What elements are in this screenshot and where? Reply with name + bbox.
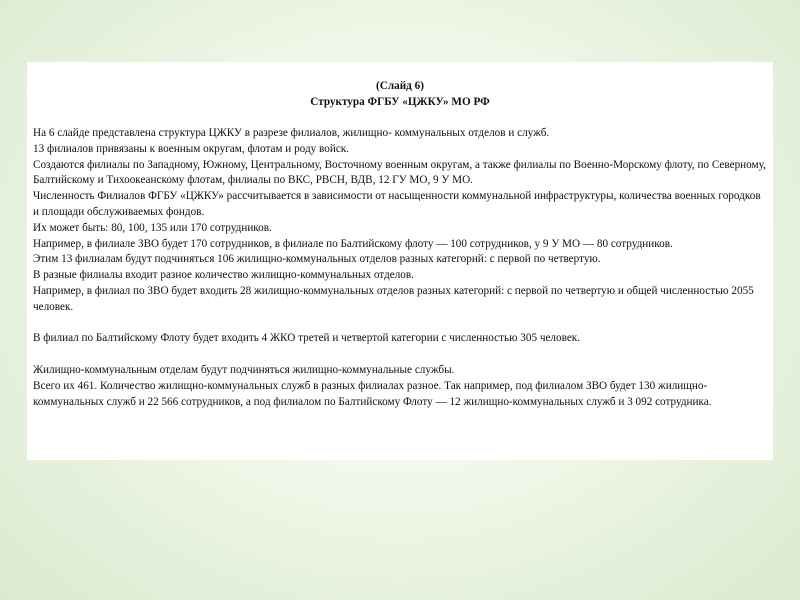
paragraph-zvo-departments: Например, в филиал по ЗВО будет входить 28 жилищно-коммунальных отделов разных категорий: с первой по четвертую и общей численностью 2055 человек. bbox=[33, 284, 754, 313]
slide-content-panel bbox=[27, 62, 773, 460]
paragraph-branch-size: Численность Филиалов ФГБУ «ЦЖКУ» рассчитывается в зависимости от насыщенности коммунальной инфраструктуры, количества военных городков и площади обслуживаемых фондов. bbox=[33, 190, 761, 218]
slide-body-text bbox=[33, 126, 767, 410]
paragraph-gap bbox=[33, 347, 767, 363]
paragraph-size-options: Их может быть: 80, 100, 135 или 170 сотрудников. bbox=[33, 221, 272, 234]
paragraph-intro: На 6 слайде представлена структура ЦЖКУ в разрезе филиалов, жилищно- коммунальных отделов и служб. bbox=[33, 127, 550, 139]
paragraph-baltic-departments: В филиал по Балтийскому Флоту будет входить 4 ЖКО третей и четвертой категории с численностью 305 человек. bbox=[33, 332, 581, 345]
paragraph-branches-count: 13 филиалов привязаны к военным округам, флотам и роду войск. bbox=[33, 142, 350, 155]
slide-number-label: (Слайд 6) bbox=[376, 80, 424, 92]
paragraph-gap bbox=[33, 316, 767, 332]
paragraph-departments: Этим 13 филиалам будут подчиняться 106 жилищно-коммунальных отделов разных категорий: с первой по четвертую. bbox=[33, 253, 601, 266]
slide-header bbox=[33, 78, 767, 110]
slide-title: Структура ФГБУ «ЦЖКУ» МО РФ bbox=[310, 96, 490, 108]
paragraph-services-count: Всего их 461. Количество жилищно-коммунальных служб в разных филиалах разное. Так например, под филиалом ЗВО будет 130 жилищно-коммунальных служб и 22 566 сотрудников, а под филиалом по Балтийскому Флоту — 12 жилищно-коммунальных служб и 3 092 сотрудника. bbox=[33, 379, 712, 408]
paragraph-services: Жилищно-коммунальным отделам будут подчиняться жилищно-коммунальные службы. bbox=[33, 363, 455, 376]
paragraph-branches-list: Создаются филиалы по Западному, Южному, Центральному, Восточному военным округам, а также филиалы по Военно-Морскому флоту, по Северному, Балтийскому и Тихоокеанскому флотам, филиалы по ВКС, РВСН, ВДВ, 12 ГУ МО, 9 У МО. bbox=[33, 158, 766, 187]
paragraph-size-examples: Например, в филиале ЗВО будет 170 сотрудников, в филиале по Балтийскому флоту — 100 сотрудников, у 9 У МО — 80 сотрудников. bbox=[33, 237, 673, 250]
paragraph-departments-vary: В разные филиалы входит разное количество жилищно-коммунальных отделов. bbox=[33, 269, 414, 282]
